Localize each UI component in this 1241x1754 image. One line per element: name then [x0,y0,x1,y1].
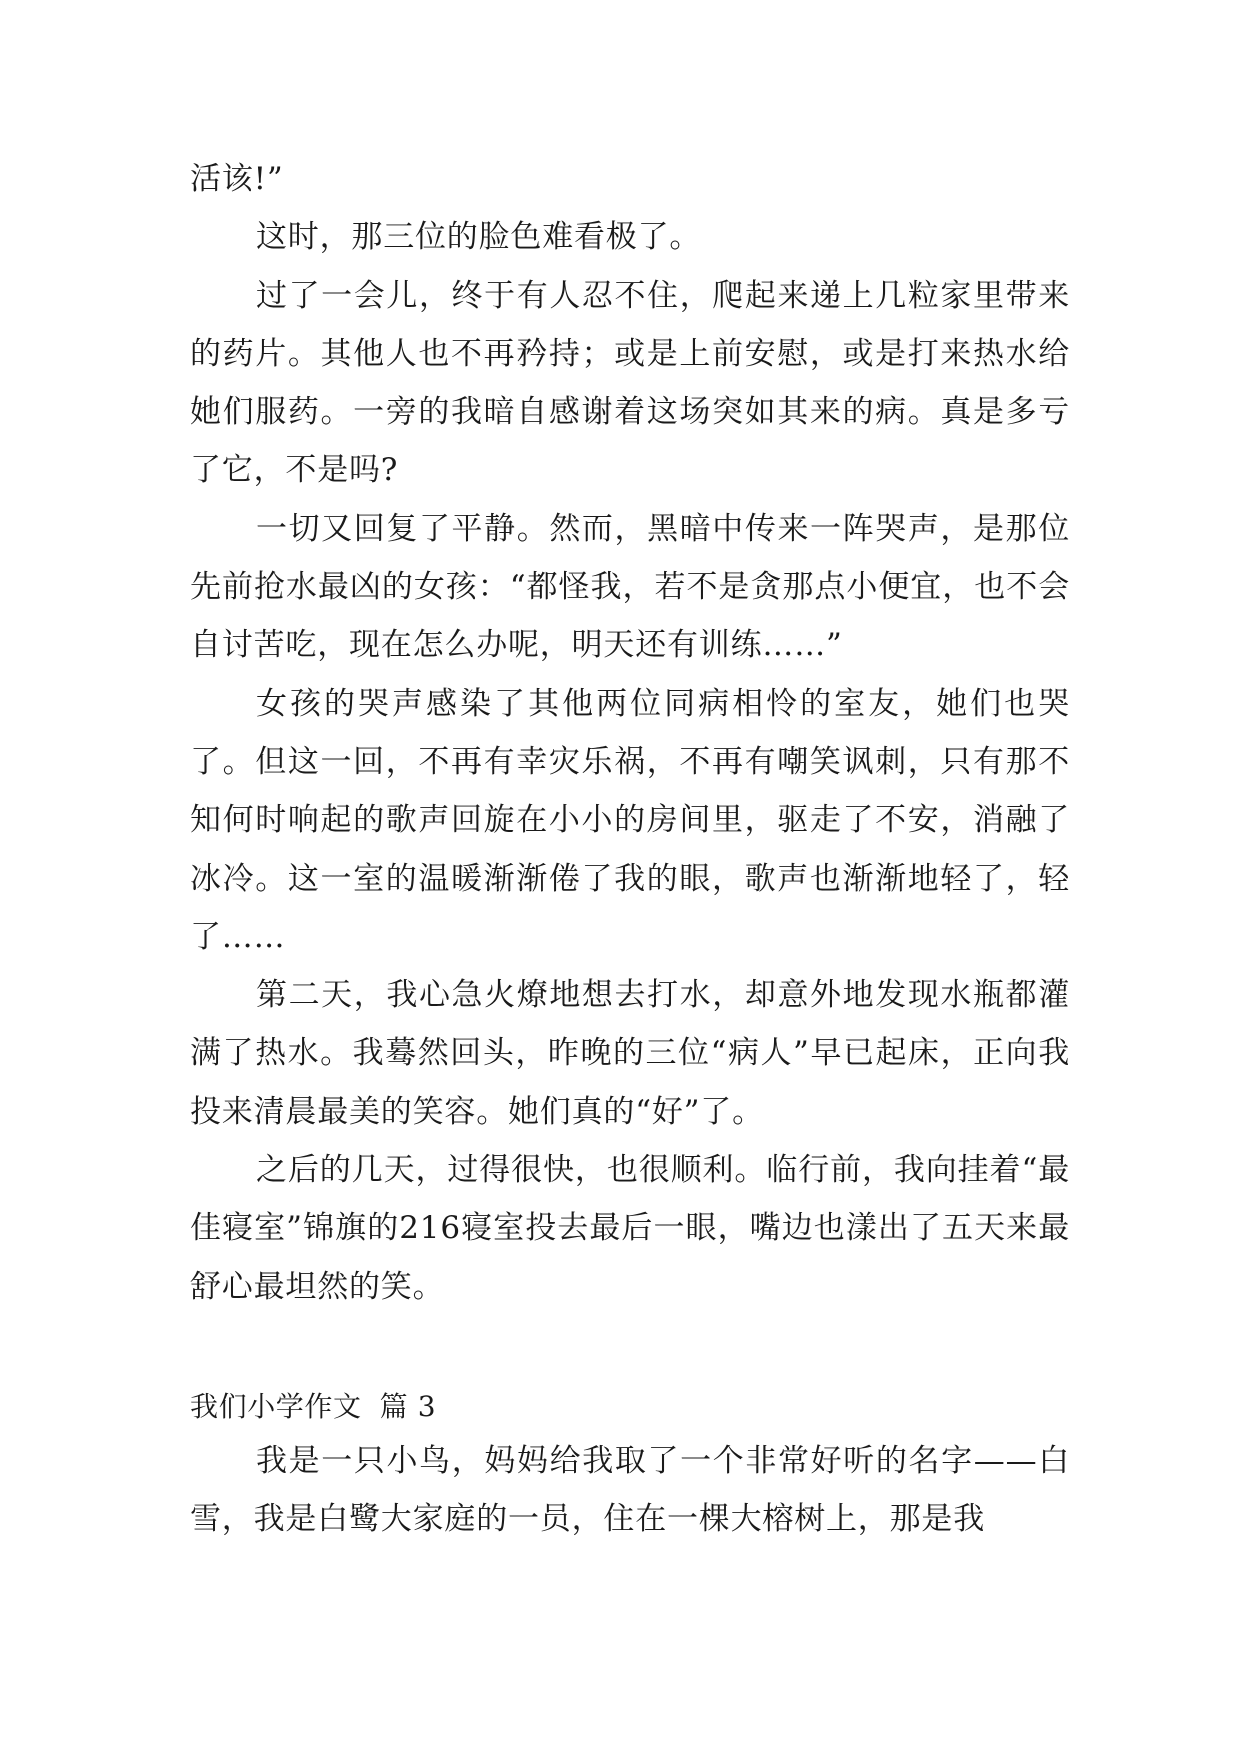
section-part-label: 篇 3 [379,1390,437,1423]
paragraph: 我是一只小鸟，妈妈给我取了一个非常好听的名字——白雪，我是白鹭大家庭的一员，住在一棵大榕树上，那是我 [190,1443,1070,1538]
paragraph: 过了一会儿，终于有人忍不住，爬起来递上几粒家里带来的药片。其他人也不再矜持；或是上前安慰，或是打来热水给她们服药。一旁的我暗自感谢着这场突如其来的病。真是多亏了它，不是吗? [190,277,1070,489]
section-title: 我们小学作文 [190,1390,362,1423]
section-heading [190,1382,1070,1432]
paragraph: 活该!” [190,161,284,197]
paragraph: 一切又回复了平静。然而，黑暗中传来一阵哭声，是那位先前抢水最凶的女孩：“都怪我，若不是贪那点小便宜，也不会自讨苦吃，现在怎么办呢，明天还有训练……” [190,510,1070,664]
essay-body-part-3 [190,1432,1070,1549]
paragraph: 女孩的哭声感染了其他两位同病相怜的室友，她们也哭了。但这一回，不再有幸灾乐祸，不再有嘲笑讽刺，只有那不知何时响起的歌声回旋在小小的房间里，驱走了不安，消融了冰冷。这一室的温暖渐渐倦了我的眼，歌声也渐渐地轻了，轻了…… [190,685,1070,955]
paragraph: 这时，那三位的脸色难看极了。 [256,219,702,256]
section-heading-block [190,1382,1070,1432]
paragraph: 之后的几天，过得很快，也很顺利。临行前，我向挂着“最佳寝室”锦旗的216寝室投去最后一眼，嘴边也漾出了五天来最舒心最坦然的笑。 [190,1152,1070,1305]
essay-body-part-2 [190,150,1070,1316]
paragraph: 第二天，我心急火燎地想去打水，却意外地发现水瓶都灌满了热水。我蓦然回头，昨晚的三位“病人”早已起床，正向我投来清晨最美的笑容。她们真的“好”了。 [190,977,1070,1130]
